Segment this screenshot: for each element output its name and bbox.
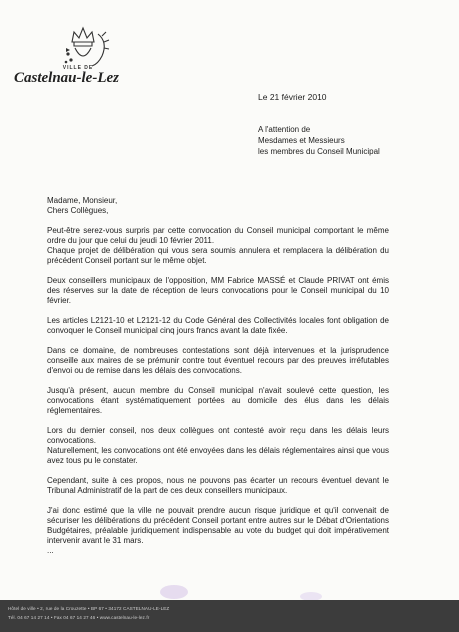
letter-date: Le 21 février 2010 — [258, 92, 327, 102]
paragraph: Les articles L2121-10 et L2121-12 du Code Général des Collectivités locales font obligation de convoquer le Conseil municipal cinq jours francs avant la date fixée. — [47, 316, 389, 335]
paragraph: J'ai donc estimé que la ville ne pouvait prendre aucun risque juridique et qu'il convenait de sécuriser les délibérations du précédent Conseil portant entre autres sur le Débat d'Orientations Budgétaires, préalable juridiquement indispensable au vote du budget qui doit impérativement intervenir avant le 31 mars. — [47, 506, 389, 545]
recipient-block — [258, 124, 380, 157]
footer-band — [0, 600, 459, 632]
salutation-line: Madame, Monsieur, — [47, 196, 118, 205]
salutation-line: Chers Collègues, — [47, 206, 109, 215]
recipient-line: Mesdames et Messieurs — [258, 136, 345, 145]
paragraph: Jusqu'à présent, aucun membre du Conseil municipal n'avait soulevé cette question, les convocations étant systématiquement portées au domicile des élus dans les délais réglementaires. — [47, 386, 389, 415]
letter-body — [47, 196, 389, 556]
paragraph: Deux conseillers municipaux de l'opposition, MM Fabrice MASSÉ et Claude PRIVAT ont émis des réserves sur la date de réception de leurs convocations pour le Conseil municipal du 10 février. — [47, 276, 389, 305]
paragraph: Peut-être serez-vous surpris par cette convocation du Conseil municipal comportant le même ordre du jour que celui du jeudi 10 février 2011. — [47, 226, 389, 245]
paragraph: Cependant, suite à ces propos, nous ne pouvons pas écarter un recours éventuel devant le Tribunal Administratif de la part de ces deux conseillers municipaux. — [47, 476, 389, 495]
paper-smudge — [160, 585, 188, 599]
ellipsis: ... — [47, 546, 54, 555]
paragraph: Lors du dernier conseil, nos deux collègues ont contesté avoir reçu dans les délais leurs convocations. — [47, 426, 389, 445]
city-logo — [14, 24, 134, 96]
ville-label: VILLE DE — [62, 65, 94, 71]
footer-contact: Tél. 04 67 14 27 14 • Fax 04 67 14 27 46 • www.castelnau-le-lez.fr — [8, 615, 150, 620]
paragraph: Dans ce domaine, de nombreuses contestations sont déjà intervenues et la jurisprudence conseille aux maires de se prémunir contre tout éventuel recours par des preuves irréfutables d'envoi ou de remise dans les délais des convocations. — [47, 346, 389, 375]
recipient-line: A l'attention de — [258, 125, 311, 134]
recipient-line: les membres du Conseil Municipal — [258, 147, 380, 156]
coat-of-arms-icon — [62, 24, 112, 68]
paragraph: Chaque projet de délibération qui vous sera soumis annulera et remplacera la délibération du précédent Conseil portant sur le même objet. — [47, 246, 389, 265]
city-name: Castelnau-le-Lez — [14, 70, 119, 86]
paragraph: Naturellement, les convocations ont été envoyées dans les délais réglementaires ainsi que vous avez tous pu le constater. — [47, 446, 389, 465]
footer-address: Hôtel de ville • 2, rue de la Crouzette • BP 67 • 34172 CASTELNAU-LE-LEZ — [8, 606, 170, 611]
